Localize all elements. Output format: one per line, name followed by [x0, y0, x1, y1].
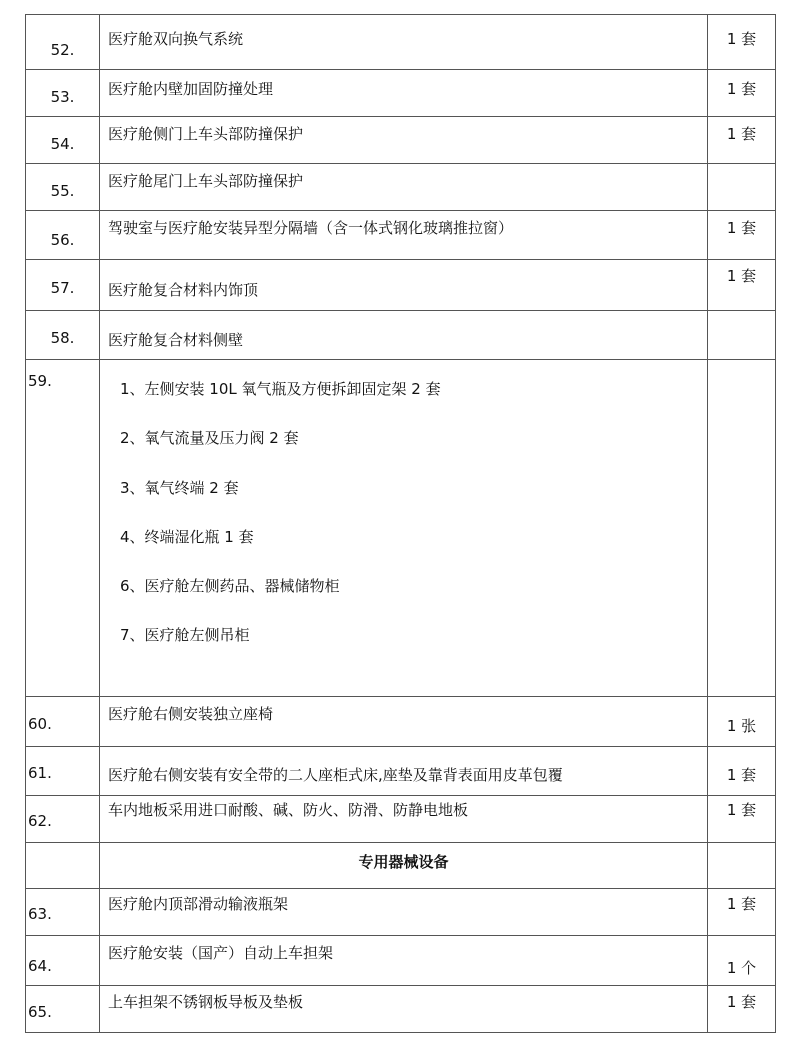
quantity-cell: [708, 15, 776, 70]
quantity-cell: [708, 360, 776, 697]
row-number: 57.: [50, 279, 75, 297]
quantity-cell: [708, 117, 776, 164]
list-item: 4、终端湿化瓶 1 套: [120, 528, 254, 546]
item-description: 上车担架不锈钢板导板及垫板: [108, 993, 304, 1011]
equipment-spec-table: [25, 14, 776, 1033]
row-number-cell: [26, 889, 100, 936]
item-description: 驾驶室与医疗舱安装异型分隔墙（含一体式钢化玻璃推拉窗）: [108, 219, 514, 237]
row-number-cell: [26, 747, 100, 796]
item-description: 医疗舱双向换气系统: [108, 30, 244, 48]
row-number: 53.: [50, 88, 75, 106]
row-number-cell: [26, 936, 100, 986]
quantity-cell: [708, 164, 776, 211]
item-description: 医疗舱内顶部滑动输液瓶架: [108, 895, 289, 913]
row-number: 63.: [28, 905, 52, 923]
quantity-cell: [708, 986, 776, 1033]
item-quantity: 1 套: [726, 895, 757, 913]
quantity-cell: [708, 260, 776, 311]
list-item: 7、医疗舱左侧吊柜: [120, 626, 250, 644]
list-item: 3、氧气终端 2 套: [120, 479, 239, 497]
table-row: [26, 311, 776, 360]
table-row: [26, 117, 776, 164]
row-number: 52.: [50, 41, 75, 59]
item-quantity: 1 套: [726, 801, 757, 819]
item-quantity: 1 套: [726, 80, 757, 98]
description-cell: [100, 164, 708, 211]
table-row: [26, 889, 776, 936]
row-number-cell: [26, 697, 100, 747]
table-row: [26, 15, 776, 70]
item-quantity: 1 套: [726, 30, 757, 48]
row-number-cell: [26, 15, 100, 70]
quantity-cell: [708, 843, 776, 889]
table-row: [26, 843, 776, 889]
description-cell: [100, 747, 708, 796]
section-header-cell: [100, 843, 708, 889]
row-number: 65.: [28, 1003, 52, 1021]
item-quantity: 1 套: [726, 219, 757, 237]
description-cell: [100, 260, 708, 311]
list-item: 2、氧气流量及压力阀 2 套: [120, 429, 299, 447]
quantity-cell: [708, 747, 776, 796]
row-number-cell: [26, 117, 100, 164]
row-number: 58.: [50, 329, 75, 347]
item-quantity: 1 套: [726, 993, 757, 1011]
item-description: 医疗舱内壁加固防撞处理: [108, 80, 274, 98]
table-row: [26, 211, 776, 260]
item-description: 医疗舱尾门上车头部防撞保护: [108, 172, 304, 190]
table-row: [26, 360, 776, 697]
row-number-cell: [26, 843, 100, 889]
description-cell: [100, 936, 708, 986]
table-row: [26, 164, 776, 211]
quantity-cell: [708, 211, 776, 260]
row-number: 56.: [50, 231, 75, 249]
row-number: 59.: [28, 372, 52, 390]
row-number: 61.: [28, 764, 52, 782]
item-quantity: 1 套: [726, 766, 757, 784]
description-cell: [100, 70, 708, 117]
item-description: 医疗舱复合材料内饰顶: [108, 281, 259, 299]
item-quantity: 1 张: [726, 717, 757, 735]
item-quantity: 1 套: [726, 267, 757, 285]
item-description: 医疗舱复合材料侧壁: [108, 331, 244, 349]
table-row: [26, 697, 776, 747]
row-number: 54.: [50, 135, 75, 153]
row-number-cell: [26, 796, 100, 843]
list-item: 1、左侧安装 10L 氧气瓶及方便拆卸固定架 2 套: [120, 380, 441, 398]
quantity-cell: [708, 311, 776, 360]
description-cell: [100, 889, 708, 936]
row-number-cell: [26, 70, 100, 117]
description-cell: [100, 117, 708, 164]
table-row: [26, 796, 776, 843]
section-title: 专用器械设备: [358, 853, 449, 871]
row-number: 62.: [28, 812, 52, 830]
row-number-cell: [26, 164, 100, 211]
list-item: 6、医疗舱左侧药品、器械储物柜: [120, 577, 340, 595]
description-cell: [100, 796, 708, 843]
row-number: 55.: [50, 182, 75, 200]
row-number: 60.: [28, 715, 52, 733]
description-cell: [100, 15, 708, 70]
row-number-cell: [26, 211, 100, 260]
quantity-cell: [708, 796, 776, 843]
item-quantity: 1 套: [726, 125, 757, 143]
item-description: 车内地板采用进口耐酸、碱、防火、防滑、防静电地板: [108, 801, 469, 819]
item-description: 医疗舱右侧安装独立座椅: [108, 705, 274, 723]
description-cell: [100, 311, 708, 360]
quantity-cell: [708, 936, 776, 986]
item-quantity: 1 个: [726, 959, 757, 977]
quantity-cell: [708, 697, 776, 747]
description-cell: [100, 986, 708, 1033]
table-row: [26, 936, 776, 986]
row-number-cell: [26, 986, 100, 1033]
table-row: [26, 986, 776, 1033]
table-row: [26, 70, 776, 117]
description-cell: [100, 211, 708, 260]
table-row: [26, 260, 776, 311]
quantity-cell: [708, 889, 776, 936]
item-description: 医疗舱侧门上车头部防撞保护: [108, 125, 304, 143]
row-number-cell: [26, 311, 100, 360]
table-row: [26, 747, 776, 796]
description-cell: [100, 697, 708, 747]
item-description: 医疗舱右侧安装有安全带的二人座柜式床,座垫及靠背表面用皮革包覆: [108, 766, 563, 784]
description-cell: [100, 360, 708, 697]
item-description: 医疗舱安装（国产）自动上车担架: [108, 944, 334, 962]
row-number-cell: [26, 260, 100, 311]
row-number: 64.: [28, 957, 52, 975]
row-number-cell: [26, 360, 100, 697]
quantity-cell: [708, 70, 776, 117]
